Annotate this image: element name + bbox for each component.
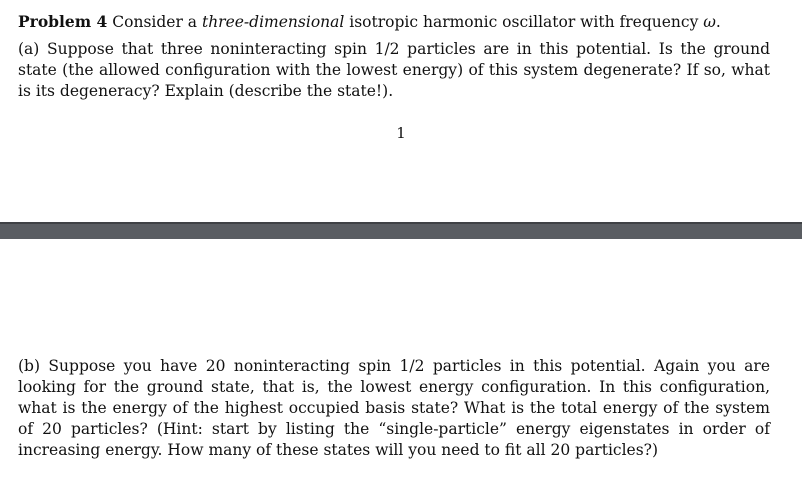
omega-symbol: ω	[703, 13, 716, 31]
page-number: 1	[396, 124, 406, 142]
problem-intro-italic: three-dimensional	[201, 13, 345, 31]
part-b-question: (b) Suppose you have 20 noninteracting spin 1/2 particles in this potential. Again you are looking for the ground state, that is, the lowest energy configuration. In this configuration, what is the energy of the highest occupied basis state? What is the total energy of the system of 20 particles? (Hint: start by listing the “single-particle” energy eigenstates in order of increasing energy. How many of these states will you need to fit all 20 particles?)	[18, 357, 770, 459]
problem-label: Problem 4	[18, 12, 108, 31]
document-page-1	[0, 0, 802, 222]
problem-statement	[18, 11, 770, 33]
problem-intro-end: .	[715, 13, 721, 31]
problem-intro-text-2: isotropic harmonic oscillator with frequency	[344, 13, 704, 31]
document-page-2	[0, 239, 802, 498]
page-separator	[0, 222, 802, 239]
part-a-question: (a) Suppose that three noninteracting spin 1/2 particles are in this potential. Is the ground state (the allowed configuration with the lowest energy) of this system degenerate? If so, what is its degeneracy? Explain (describe the state!).	[18, 40, 770, 100]
problem-intro-text: Consider a	[107, 13, 202, 31]
